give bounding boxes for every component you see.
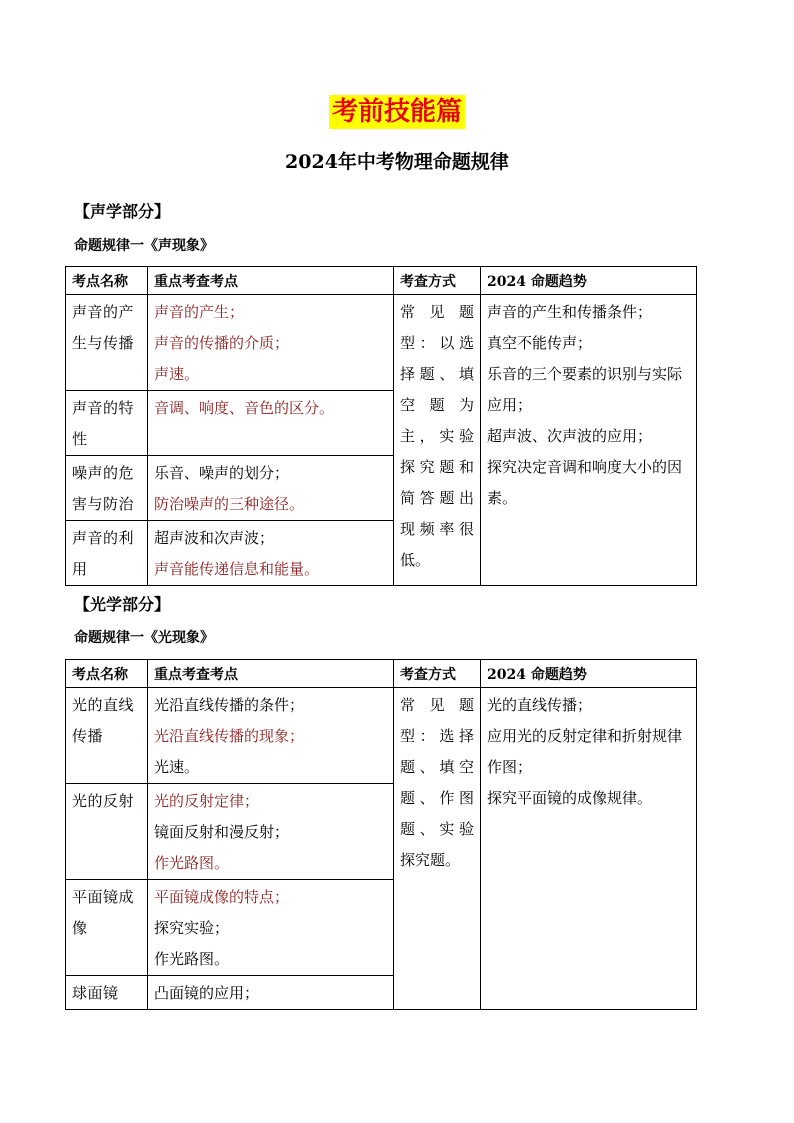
- topic-name: 球面镜: [66, 976, 148, 1010]
- key-point: 探究实验；: [154, 919, 230, 937]
- trend-item: 光的直线传播；: [487, 696, 593, 714]
- header-cell: 2024 命题趋势: [481, 267, 697, 295]
- table-row: [66, 295, 697, 391]
- trend-item: 探究决定音调和响度大小的因素。: [487, 458, 683, 507]
- topic-name: 声音的利用: [66, 521, 148, 586]
- key-point: 音调、响度、音色的区分。: [154, 399, 335, 417]
- header-cell: 考查方式: [394, 267, 481, 295]
- header-cell: 重点考查考点: [148, 267, 394, 295]
- key-point: 作光路图。: [154, 950, 230, 968]
- section-heading-optics: 【光学部分】: [74, 595, 171, 614]
- key-point: 作光路图。: [154, 854, 230, 872]
- key-point: 凸面镜的应用；: [154, 984, 260, 1002]
- trend-item: 声音的产生和传播条件；: [487, 303, 653, 321]
- key-point: 光速。: [154, 758, 200, 776]
- key-points: [148, 784, 394, 880]
- key-points: [148, 688, 394, 784]
- exam-method: 常见题型：以选择题、填空题为主，实验探究题和简答题出现频率很低。: [394, 295, 481, 586]
- topic-name: 光的直线传播: [66, 688, 148, 784]
- key-points: [148, 880, 394, 976]
- key-point: 防治噪声的三种途径。: [154, 495, 305, 513]
- key-point: 声音的产生；: [154, 303, 245, 321]
- key-point: 声音能传递信息和能量。: [154, 560, 320, 578]
- optics-table: [65, 659, 697, 1010]
- topic-name: 声音的产生与传播: [66, 295, 148, 391]
- rule-heading-optics: 命题规律一《光现象》: [74, 630, 214, 646]
- trend-list: [481, 295, 697, 586]
- topic-name: 噪声的危害与防治: [66, 456, 148, 521]
- topic-name: 光的反射: [66, 784, 148, 880]
- key-point: 乐音、噪声的划分；: [154, 464, 290, 482]
- page-subtitle: 2024年中考物理命题规律: [285, 151, 509, 173]
- trend-item: 超声波、次声波的应用；: [487, 427, 653, 445]
- header-cell: 考点名称: [66, 660, 148, 688]
- key-point: 光的反射定律；: [154, 792, 260, 810]
- topic-name: 平面镜成像: [66, 880, 148, 976]
- header-cell: 重点考查考点: [148, 660, 394, 688]
- table-header-row: [66, 267, 697, 295]
- key-point: 超声波和次声波；: [154, 529, 275, 547]
- acoustics-table: [65, 266, 697, 586]
- key-points: [148, 456, 394, 521]
- trend-item: 乐音的三个要素的识别与实际应用；: [487, 365, 683, 414]
- key-point: 光沿直线传播的条件；: [154, 696, 305, 714]
- section-heading-acoustics: 【声学部分】: [74, 202, 171, 221]
- exam-method: 常见题型：选择题、填空题、作图题、实验探究题。: [394, 688, 481, 1010]
- key-points: [148, 295, 394, 391]
- trend-list: [481, 688, 697, 1010]
- key-point: 平面镜成像的特点；: [154, 888, 290, 906]
- header-cell: 考查方式: [394, 660, 481, 688]
- table-header-row: [66, 660, 697, 688]
- topic-name: 声音的特性: [66, 391, 148, 456]
- trend-item: 应用光的反射定律和折射规律作图；: [487, 727, 683, 776]
- key-points: [148, 976, 394, 1010]
- key-point: 镜面反射和漫反射；: [154, 823, 290, 841]
- header-cell: 2024 命题趋势: [481, 660, 697, 688]
- page-title: [0, 95, 794, 129]
- page-title-text: 考前技能篇: [329, 95, 465, 129]
- key-point: 声音的传播的介质；: [154, 334, 290, 352]
- key-point: 声速。: [154, 365, 200, 383]
- trend-item: 真空不能传声；: [487, 334, 593, 352]
- header-cell: 考点名称: [66, 267, 148, 295]
- key-points: [148, 521, 394, 586]
- trend-item: 探究平面镜的成像规律。: [487, 789, 653, 807]
- table-row: [66, 688, 697, 784]
- rule-heading-acoustics: 命题规律一《声现象》: [74, 238, 214, 254]
- key-points: [148, 391, 394, 456]
- key-point: 光沿直线传播的现象；: [154, 727, 305, 745]
